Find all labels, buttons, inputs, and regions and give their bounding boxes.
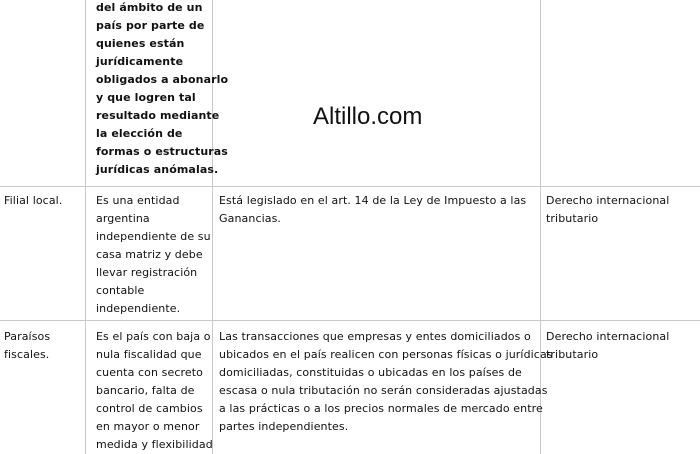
text-line: domiciliadas, constituidas o ubicadas en los países de [219,366,522,379]
row-2-branch [546,328,669,364]
text-line: Es el país con baja o [96,330,211,343]
row-1-term [4,192,62,210]
watermark-text: Altillo.com [313,103,423,130]
column-divider [85,0,86,454]
text-line: escasa o nula tributación no serán consideradas ajustadas [219,384,548,397]
text-line: cuenta con secreto [96,366,203,379]
text-line: Ganancias. [219,212,282,225]
text-line: Las transacciones que empresas y entes domiciliados o [219,330,531,343]
text-line: del ámbito de un [96,1,203,14]
row-2-legislation [219,328,553,436]
row-1-definition [96,192,211,318]
text-line: Paraísos [4,330,51,343]
text-line: jurídicas anómalas. [96,163,219,176]
text-line: a las prácticas o a los precios normales de mercado entre [219,402,543,415]
text-line: nula fiscalidad que [96,348,202,361]
text-line: formas o estructuras [96,145,228,158]
text-line: independiente. [96,302,181,315]
text-line: Derecho internacional [546,330,670,343]
text-line: llevar registración [96,266,198,279]
text-line: en mayor o menor [96,420,200,433]
text-line: jurídicamente [96,55,184,68]
row-0-definition [96,0,228,179]
text-line: casa matriz y debe [96,248,203,261]
row-2-term [4,328,50,364]
row-1-branch [546,192,669,228]
text-line: resultado mediante [96,109,220,122]
text-line: país por parte de [96,19,205,32]
text-line: Filial local. [4,194,63,207]
text-line: argentina [96,212,150,225]
text-line: bancario, falta de [96,384,195,397]
text-line: tributario [546,212,599,225]
text-line: y que logren tal [96,91,196,104]
text-line: medida y flexibilidad [96,438,213,451]
text-line: obligados a abonarlo [96,73,229,86]
row-2-definition [96,328,213,454]
text-line: partes independientes. [219,420,349,433]
text-line: independiente de su [96,230,211,243]
text-line: Está legislado en el art. 14 de la Ley de Impuesto a las [219,194,527,207]
row-divider [0,186,700,187]
row-1-legislation [219,192,526,228]
text-line: tributario [546,348,599,361]
text-line: la elección de [96,127,183,140]
text-line: Es una entidad [96,194,180,207]
text-line: Derecho internacional [546,194,670,207]
text-line: ubicados en el país realicen con personas físicas o jurídicas [219,348,553,361]
text-line: quienes están [96,37,185,50]
text-line: contable [96,284,145,297]
text-line: fiscales. [4,348,50,361]
row-divider [0,320,700,321]
text-line: control de cambios [96,402,203,415]
